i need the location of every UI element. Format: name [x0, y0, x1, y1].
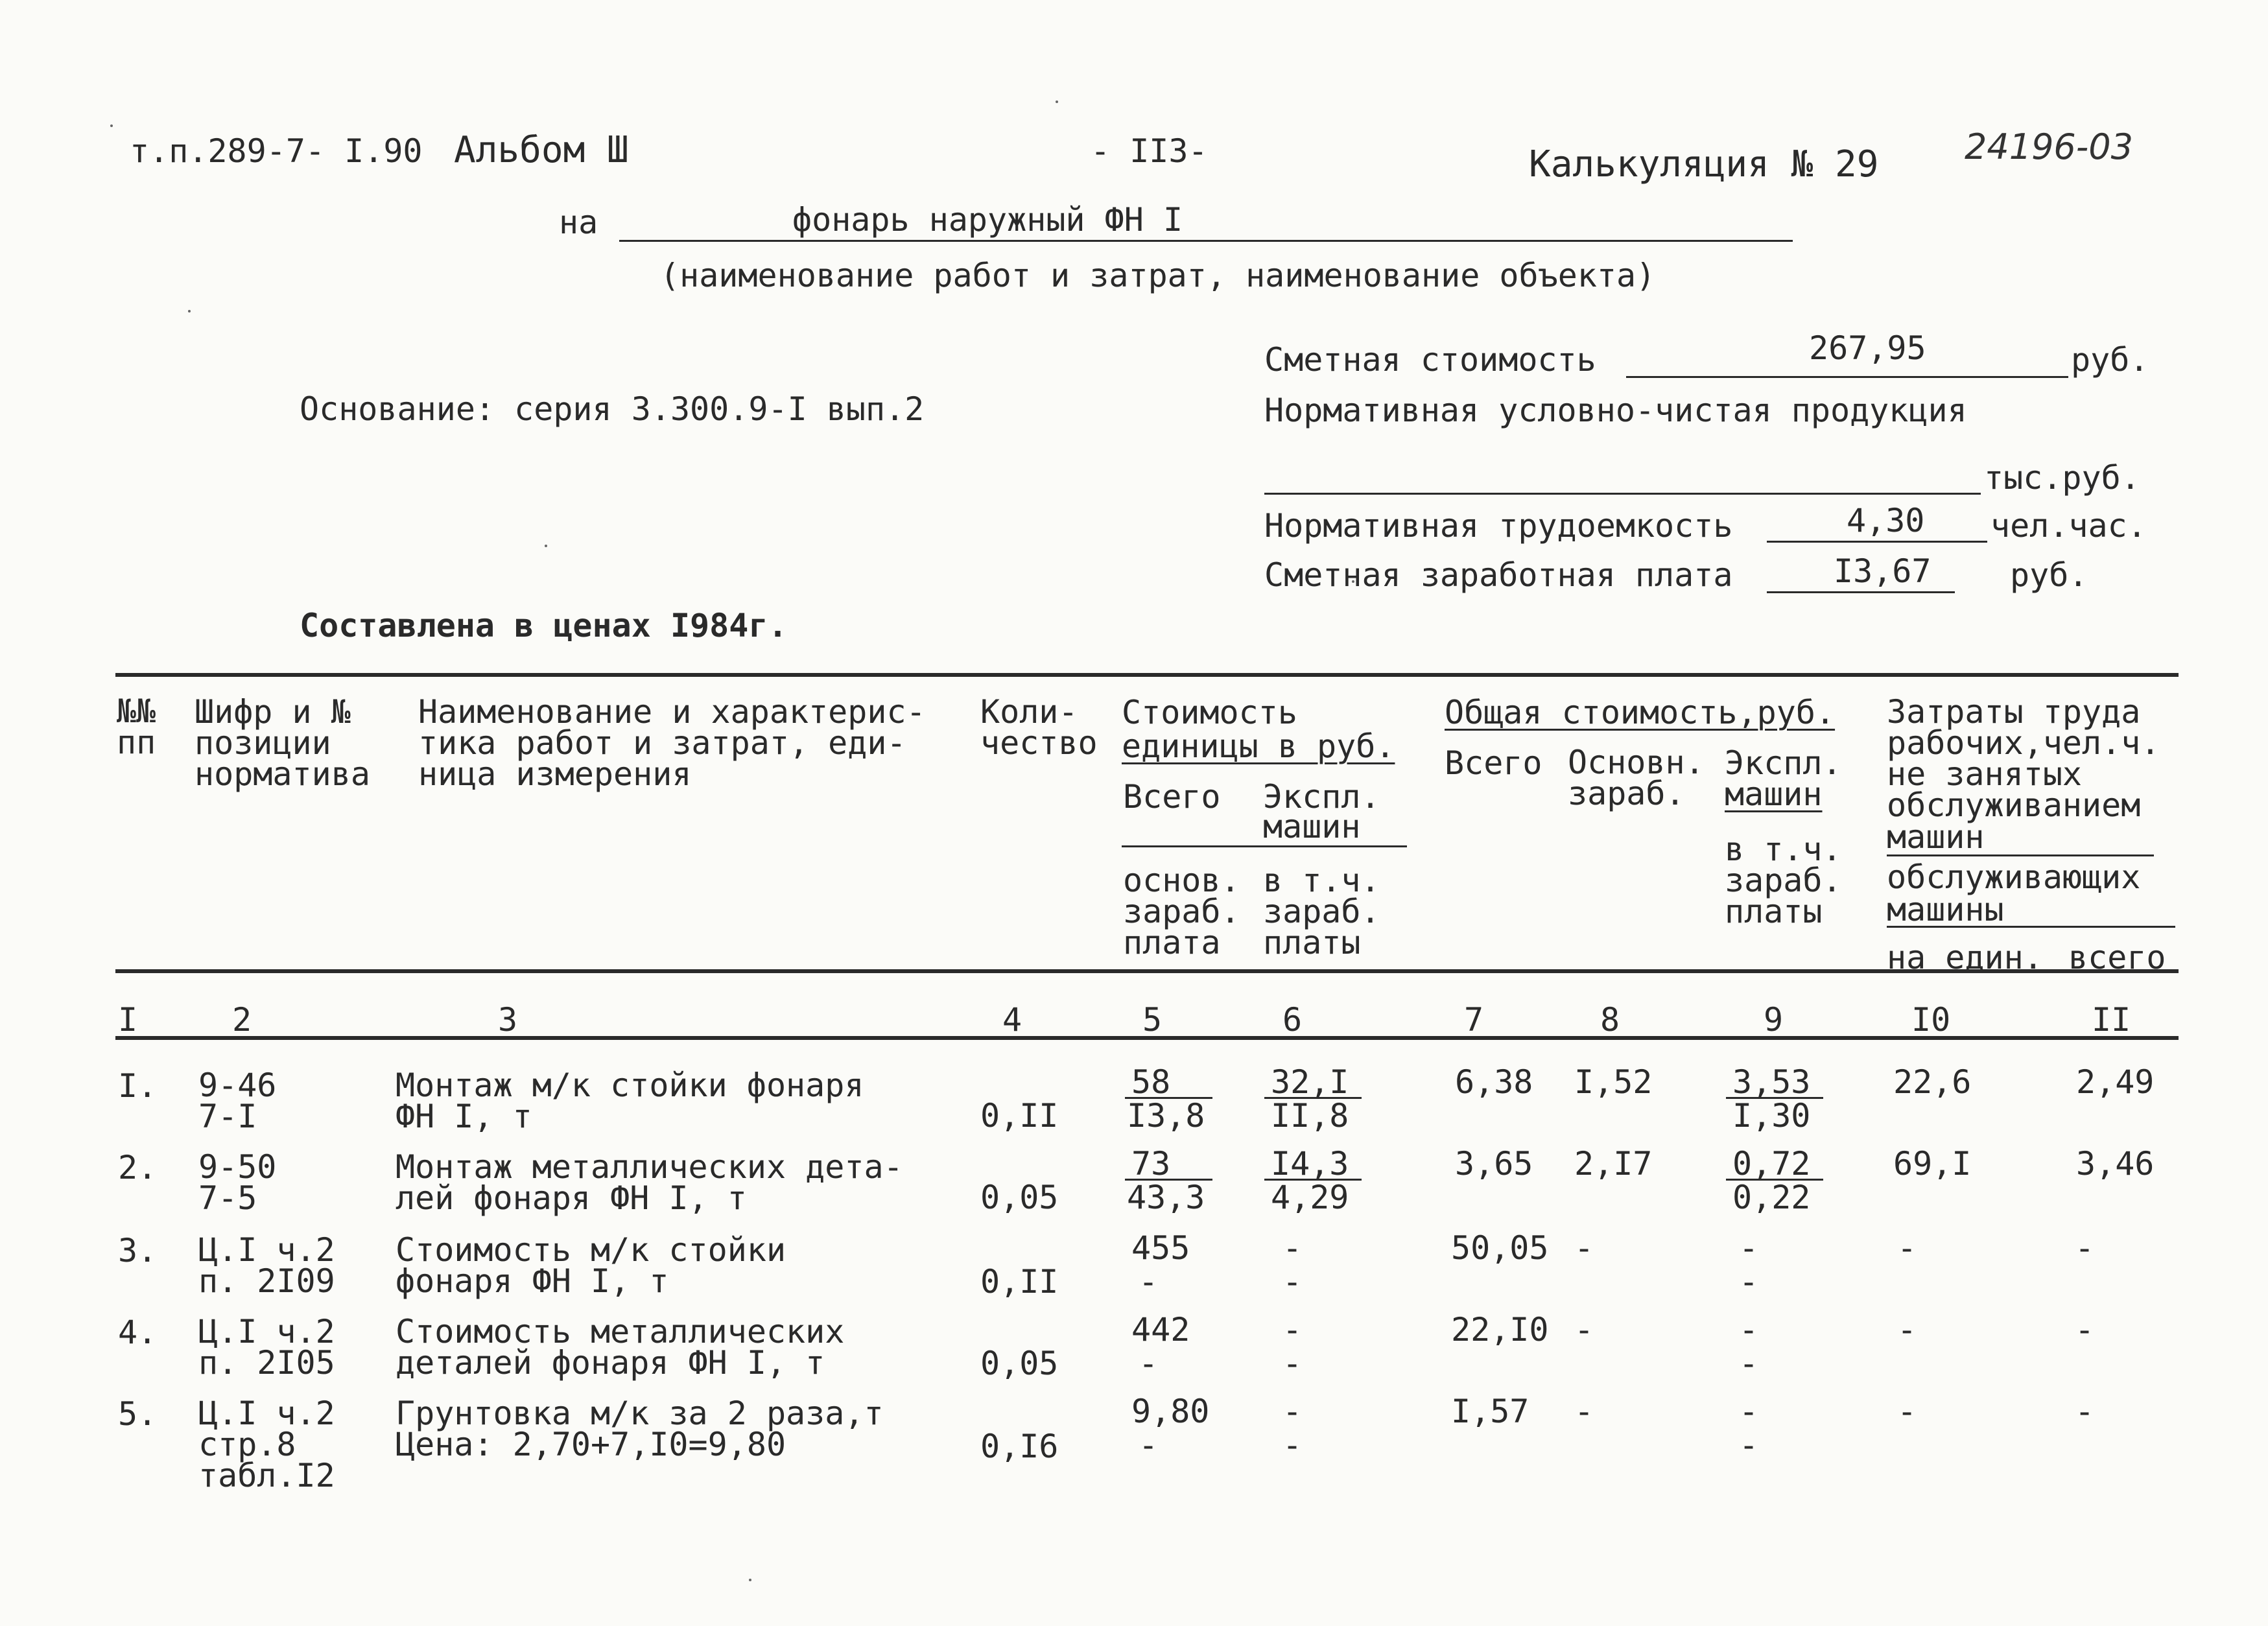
scan-speck: [545, 545, 547, 547]
calculation-title: Калькуляция № 29: [1529, 143, 1879, 185]
row-total: 6,38: [1455, 1063, 1533, 1101]
row-code: Ц.I ч.2 п. 2I05: [198, 1313, 335, 1382]
header-labor-unoccupied: Затраты труда рабочих,чел.ч. не занятых обслуживанием: [1887, 693, 2160, 824]
header-labor-machine: машины: [1887, 891, 2004, 928]
estimate-value: 267,95: [1809, 329, 1926, 367]
product-label: Нормативная условно-чистая продукция: [1264, 392, 1967, 429]
table-header-rule: [115, 969, 2179, 973]
row-labor-per-unit: -: [1897, 1311, 1917, 1349]
labor-underline: [1767, 541, 1987, 543]
column-number: 8: [1600, 1001, 1620, 1039]
header-col6-top: Экспл.: [1263, 778, 1380, 816]
row-number: 4.: [118, 1314, 158, 1351]
row-labor-per-unit: -: [1897, 1393, 1917, 1430]
table-top-rule: [115, 673, 2179, 677]
header-labor-divider-2: [1887, 926, 2175, 928]
row-total-wage: 2,I7: [1574, 1145, 1653, 1183]
row-unit-total: 58: [1131, 1063, 1171, 1101]
header-unit-cost: Стоимость: [1122, 694, 1297, 731]
column-number: II: [2092, 1001, 2131, 1039]
estimate-unit: руб.: [2071, 341, 2149, 379]
row-unit-total: 9,80: [1131, 1393, 1210, 1430]
row-labor-total: -: [2075, 1311, 2095, 1349]
row-total-machine-wage: -: [1739, 1426, 1759, 1464]
scan-speck: [1056, 100, 1058, 103]
row-unit-machine: -: [1282, 1229, 1303, 1267]
row-total-machine: 0,72: [1732, 1145, 1811, 1183]
row-name: Стоимость м/к стойки фонаря ФН I, т: [396, 1231, 786, 1300]
wage-unit: руб.: [2010, 556, 2088, 594]
scan-speck: [749, 1579, 751, 1581]
header-col9-top: Экспл.: [1725, 744, 1842, 782]
row-unit-machine: I4,3: [1271, 1145, 1349, 1183]
row-code: 9-46 7-I: [198, 1066, 277, 1135]
header-unit-cost-sub: единицы в руб.: [1122, 727, 1395, 765]
header-total-cost: Общая стоимость,руб.: [1445, 694, 1836, 731]
row-total-machine-wage: 0,22: [1732, 1179, 1811, 1216]
prices-year: Составлена в ценах I984г.: [300, 607, 788, 644]
row-quantity: 0,II: [980, 1263, 1059, 1301]
header-name: Наименование и характерис- тика работ и затрат, еди- ница измерения: [418, 693, 926, 793]
row-unit-wage: -: [1139, 1345, 1159, 1382]
row-labor-per-unit: -: [1897, 1229, 1917, 1267]
labor-value: 4,30: [1847, 502, 1925, 539]
column-number: 5: [1142, 1001, 1163, 1039]
row-number: 5.: [118, 1395, 158, 1433]
album-label: Альбом Ш: [454, 129, 629, 171]
row-total-machine: 3,53: [1732, 1063, 1811, 1101]
basis-text: Основание: серия 3.300.9-I вып.2: [300, 390, 925, 428]
row-unit-total: 73: [1131, 1145, 1171, 1183]
row-total: 50,05: [1451, 1229, 1549, 1267]
subject-caption: (наименование работ и затрат, наименование объекта): [660, 257, 1656, 294]
row-labor-per-unit: 69,I: [1893, 1145, 1972, 1183]
header-col9-top2: машин: [1725, 775, 1823, 813]
row-total-machine: -: [1739, 1393, 1759, 1430]
row-unit-wage: 43,3: [1127, 1179, 1205, 1216]
row-total-wage: -: [1574, 1393, 1594, 1430]
row-name: Грунтовка м/к за 2 раза,т Цена: 2,70+7,I0=9,80: [396, 1395, 884, 1463]
column-number: 7: [1464, 1001, 1484, 1039]
header-col5-bottom: основ. зараб. плата: [1123, 862, 1240, 961]
row-unit-total: 442: [1131, 1311, 1190, 1349]
row-name: Монтаж металлических дета- лей фонаря ФН I, т: [396, 1148, 903, 1217]
header-quantity: Коли- чество: [980, 693, 1098, 762]
labor-unit: чел.час.: [1990, 507, 2147, 545]
row-unit-wage: -: [1139, 1263, 1159, 1301]
column-number: 9: [1764, 1001, 1784, 1039]
product-unit: тыс.руб.: [1984, 459, 2140, 497]
wage-underline: [1767, 591, 1955, 593]
row-labor-total: 3,46: [2076, 1145, 2155, 1183]
header-unit-cost-divider: [1122, 845, 1407, 847]
row-total: 22,I0: [1451, 1311, 1549, 1349]
handwritten-code: 24196-03: [1965, 126, 2133, 167]
row-unit-machine-wage: II,8: [1271, 1097, 1349, 1135]
row-total-wage: -: [1574, 1229, 1594, 1267]
row-name: Монтаж м/к стойки фонаря ФН I, т: [396, 1066, 864, 1135]
row-total-machine-wage: I,30: [1732, 1097, 1811, 1135]
row-total-machine: -: [1739, 1229, 1759, 1267]
row-number: I.: [118, 1067, 158, 1105]
row-quantity: 0,I6: [980, 1428, 1059, 1465]
header-per-unit: на един.: [1887, 939, 2043, 976]
wage-value: I3,67: [1834, 552, 1931, 590]
row-unit-machine-wage: -: [1282, 1426, 1303, 1464]
header-code: Шифр и № позиции норматива: [195, 693, 370, 793]
column-number: 4: [1002, 1001, 1022, 1039]
row-total-machine-wage: -: [1739, 1263, 1759, 1301]
row-code: Ц.I ч.2 п. 2I09: [198, 1231, 335, 1300]
doc-code: т.п.289-7- I.90: [130, 132, 423, 170]
header-col5-top: Всего: [1123, 778, 1221, 816]
header-labor-servicing: обслуживающих: [1887, 858, 2141, 896]
row-code: 9-50 7-5: [198, 1148, 277, 1217]
estimate-label: Сметная стоимость: [1264, 341, 1596, 379]
column-number: I0: [1911, 1001, 1951, 1039]
header-labor-machines: машин: [1887, 818, 1985, 856]
row-unit-total: 455: [1131, 1229, 1190, 1267]
row-total-machine-wage: -: [1739, 1345, 1759, 1382]
product-underline: [1264, 493, 1981, 495]
row-labor-per-unit: 22,6: [1893, 1063, 1972, 1101]
column-number: I: [118, 1001, 138, 1039]
labor-label: Нормативная трудоемкость: [1264, 507, 1733, 545]
column-number: 6: [1282, 1001, 1303, 1039]
row-total-wage: -: [1574, 1311, 1594, 1349]
header-row-number: №№ пп: [117, 692, 156, 761]
scan-speck: [110, 124, 113, 127]
row-unit-machine-wage: 4,29: [1271, 1179, 1349, 1216]
subject-underline: [619, 240, 1793, 242]
row-unit-wage: -: [1139, 1426, 1159, 1464]
row-total-wage: I,52: [1574, 1063, 1653, 1101]
row-unit-machine: 32,I: [1271, 1063, 1349, 1101]
header-labor-divider-1: [1887, 854, 2154, 856]
row-unit-machine-wage: -: [1282, 1345, 1303, 1382]
row-labor-total: -: [2075, 1229, 2095, 1267]
row-quantity: 0,II: [980, 1097, 1059, 1135]
header-col8: Основн. зараб.: [1568, 744, 1705, 812]
subject-prefix: на: [559, 204, 598, 241]
subject-object: фонарь наружный ФН I: [792, 201, 1183, 239]
row-code: Ц.I ч.2 стр.8 табл.I2: [198, 1395, 335, 1494]
page-number: - II3-: [1091, 132, 1208, 170]
header-col7: Всего: [1445, 744, 1542, 782]
row-total: I,57: [1451, 1393, 1530, 1430]
row-quantity: 0,05: [980, 1179, 1059, 1216]
column-number: 3: [498, 1001, 518, 1039]
row-total: 3,65: [1455, 1145, 1533, 1183]
row-name: Стоимость металлических деталей фонаря ФН I, т: [396, 1313, 845, 1382]
row-labor-total: 2,49: [2076, 1063, 2155, 1101]
scan-speck: [188, 310, 191, 312]
column-number: 2: [232, 1001, 252, 1039]
row-labor-total: -: [2075, 1393, 2095, 1430]
row-unit-machine-wage: -: [1282, 1263, 1303, 1301]
header-col9-bottom: в т.ч. зараб. платы: [1725, 831, 1842, 930]
row-quantity: 0,05: [980, 1345, 1059, 1382]
row-total-machine: -: [1739, 1311, 1759, 1349]
row-number: 2.: [118, 1149, 158, 1186]
header-col6-top2: машин: [1263, 808, 1361, 845]
header-col6-bottom: в т.ч. зараб. платы: [1263, 862, 1380, 961]
wage-label: Сметная заработная плата: [1264, 556, 1733, 594]
estimate-underline: [1626, 376, 2068, 378]
row-unit-machine: -: [1282, 1311, 1303, 1349]
row-unit-wage: I3,8: [1127, 1097, 1205, 1135]
row-number: 3.: [118, 1232, 158, 1269]
header-total: всего: [2068, 939, 2166, 976]
row-unit-machine: -: [1282, 1393, 1303, 1430]
